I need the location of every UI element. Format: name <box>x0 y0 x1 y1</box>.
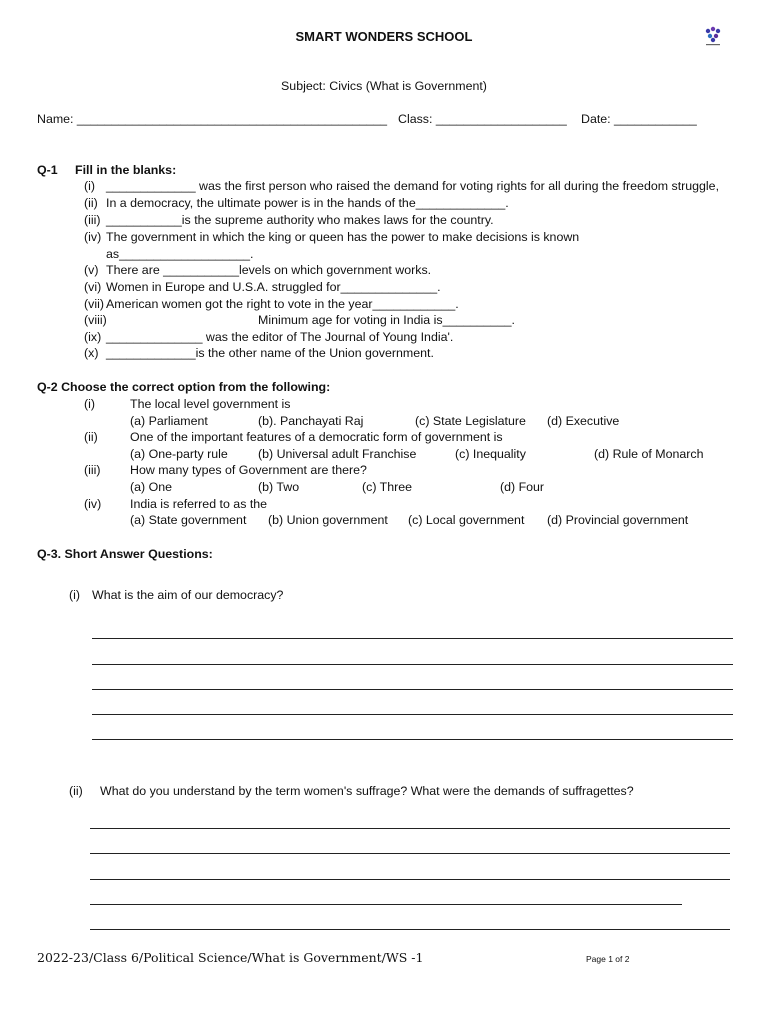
answer-line[interactable] <box>92 664 733 665</box>
subject-line: Subject: Civics (What is Government) <box>281 79 487 93</box>
q2-option[interactable]: (c) State Legislature <box>415 414 526 428</box>
q1-item-num: (viii) <box>84 313 107 327</box>
q1-item-num: (vii) <box>84 297 104 311</box>
answer-line[interactable] <box>90 904 682 905</box>
q1-item-text: Minimum age for voting in India is__________. <box>258 313 515 327</box>
q1-item-num: (i) <box>84 179 96 193</box>
q2-option[interactable]: (d) Provincial government <box>547 513 689 527</box>
q2-option[interactable]: (c) Three <box>362 480 413 494</box>
answer-line[interactable] <box>90 828 730 829</box>
q1-item-text: In a democracy, the ultimate power is in the hands of the_____________. <box>106 196 509 210</box>
q3-question-num: (i) <box>69 588 81 602</box>
school-name: SMART WONDERS SCHOOL <box>295 29 473 44</box>
q1-item-text: The government in which the king or queen has the power to make decisions is known <box>106 230 580 244</box>
q2-option[interactable]: (d) Four <box>500 480 545 494</box>
q3-question-text: What is the aim of our democracy? <box>92 588 284 602</box>
answer-line[interactable] <box>92 714 733 715</box>
q2-option[interactable]: (a) One <box>130 480 173 494</box>
q1-item-text: as___________________. <box>106 247 254 261</box>
q1-item-text: American women got the right to vote in the year____________. <box>106 297 459 311</box>
q1-item-num: (iv) <box>84 230 102 244</box>
q3-question-text: What do you understand by the term women's suffrage? What were the demands of suffragettes? <box>100 784 634 798</box>
q2-question-num: (iii) <box>84 463 101 477</box>
answer-line[interactable] <box>90 879 730 880</box>
q1-item-text: Women in Europe and U.S.A. struggled for______________. <box>106 280 441 294</box>
q2-question-text: One of the important features of a democratic form of government is <box>130 430 503 444</box>
q2-question-num: (iv) <box>84 497 102 511</box>
q2-question-text: India is referred to as the <box>130 497 268 511</box>
q2-option[interactable]: (b) Universal adult Franchise <box>258 447 417 461</box>
answer-line[interactable] <box>92 638 733 639</box>
answer-line[interactable] <box>92 689 733 690</box>
q3-question-num: (ii) <box>69 784 83 798</box>
q2-question-text: The local level government is <box>130 397 291 411</box>
q1-item-text: _____________is the other name of the Union government. <box>106 346 434 360</box>
name-field[interactable]: Name: _____________________________________________ <box>37 112 388 126</box>
q1-item-text: ______________ was the editor of The Journal of Young India'. <box>106 330 454 344</box>
answer-line[interactable] <box>90 929 730 930</box>
school-logo <box>700 24 726 50</box>
q1-item-num: (vi) <box>84 280 102 294</box>
q2-option[interactable]: (c) Inequality <box>455 447 526 461</box>
class-field[interactable]: Class: ___________________ <box>398 112 567 126</box>
footer-doc-id: 2022-23/Class 6/Political Science/What is Government/WS -1 <box>37 950 424 965</box>
q1-item-num: (v) <box>84 263 99 277</box>
q2-option[interactable]: (c) Local government <box>408 513 525 527</box>
answer-line[interactable] <box>92 739 733 740</box>
q3-title: Q-3. Short Answer Questions: <box>37 547 213 561</box>
q1-title: Fill in the blanks: <box>75 163 177 177</box>
q2-question-num: (i) <box>84 397 96 411</box>
q1-item-num: (x) <box>84 346 99 360</box>
q1-item-num: (ix) <box>84 330 102 344</box>
page-number: Page 1 of 2 <box>586 954 630 964</box>
q2-title: Q-2 Choose the correct option from the following: <box>37 380 331 394</box>
date-field[interactable]: Date: ____________ <box>581 112 697 126</box>
q2-question-num: (ii) <box>84 430 98 444</box>
q2-option[interactable]: (b) Union government <box>268 513 388 527</box>
q2-option[interactable]: (a) One-party rule <box>130 447 228 461</box>
q2-option[interactable]: (d) Rule of Monarch <box>594 447 704 461</box>
q2-question-text: How many types of Government are there? <box>130 463 367 477</box>
q2-option[interactable]: (a) Parliament <box>130 414 208 428</box>
q1-item-text: _____________ was the first person who raised the demand for voting rights for all during the freedom struggle, <box>106 179 720 193</box>
answer-line[interactable] <box>90 853 730 854</box>
q1-item-num: (ii) <box>84 196 98 210</box>
q1-item-text: ___________is the supreme authority who makes laws for the country. <box>106 213 494 227</box>
q2-option[interactable]: (b). Panchayati Raj <box>258 414 364 428</box>
q2-option[interactable]: (b) Two <box>258 480 300 494</box>
q1-number: Q-1 <box>37 163 58 177</box>
q1-item-text: There are ___________levels on which government works. <box>106 263 432 277</box>
q1-item-num: (iii) <box>84 213 101 227</box>
q2-option[interactable]: (a) State government <box>130 513 247 527</box>
q2-option[interactable]: (d) Executive <box>547 414 620 428</box>
